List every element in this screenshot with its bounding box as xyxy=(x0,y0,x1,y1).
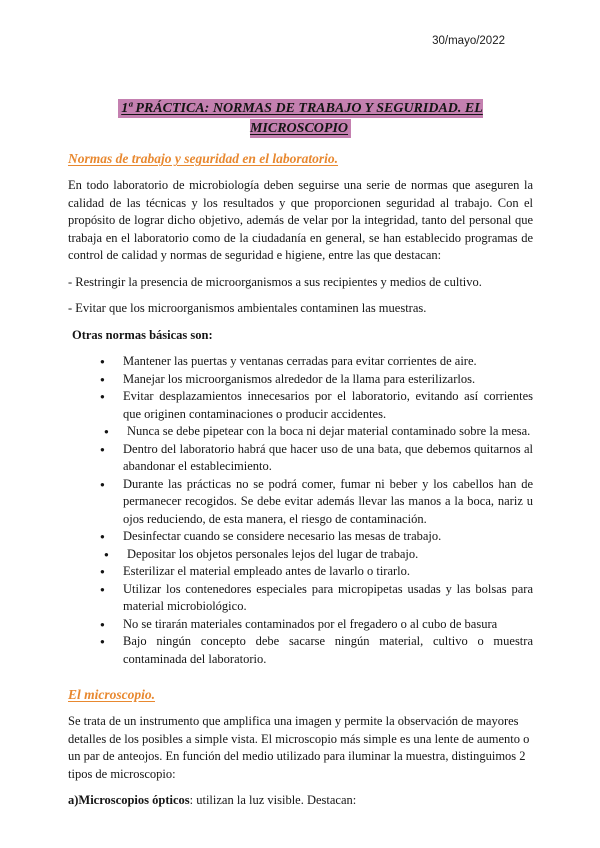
list-item: ● Nunca se debe pipetear con la boca ni dejar material contaminado sobre la mesa. xyxy=(68,423,533,441)
microscope-type-a-line xyxy=(68,792,533,810)
section1-intro-paragraph: En todo laboratorio de microbiología deben seguirse una serie de normas que aseguren la calidad de las técnicas y los resultados y que proporcionen seguridad al trabajo. Con el propósito de lograr dicho objetivo, además de velar por la integridad, tanto del personal que trabaja en el laboratorio como de la ciudadanía en general, se han establecido programas de control de calidad y normas de seguridad e higiene, entre las que destacan: xyxy=(68,178,533,262)
section2-heading: El microscopio. xyxy=(68,687,155,702)
list-item: ● Desinfectar cuando se considere necesario las mesas de trabajo. xyxy=(68,528,533,546)
microscope-type-a-text: : utilizan la luz visible. Destacan: xyxy=(189,793,357,807)
list-item: ● Depositar los objetos personales lejos del lugar de trabajo. xyxy=(68,546,533,564)
list-item: ● Dentro del laboratorio habrá que hacer uso de una bata, que debemos quitarnos al abandonar el establecimiento. xyxy=(68,441,533,476)
section1-heading: Normas de trabajo y seguridad en el laboratorio. xyxy=(68,151,339,166)
rules-list xyxy=(68,353,533,668)
document-date: 30/mayo/2022 xyxy=(432,35,505,47)
dash-item-evitar: - Evitar que los microorganismos ambientales contaminen las muestras. xyxy=(68,301,427,315)
list-item: ● Utilizar los contenedores especiales para micropipetas usadas y las bolsas para material microbiológico. xyxy=(68,581,533,616)
list-item: ● Manejar los microorganismos alrededor de la llama para esterilizarlos. xyxy=(68,371,533,389)
section2-intro-paragraph: Se trata de un instrumento que amplifica una imagen y permite la observación de mayores detalles de los posibles a simple vista. El microscopio más simple es una lente de aumento o un par de anteojos. En función del medio utilizado para iluminar la muestra, distinguimos 2 tipos de microscopio: xyxy=(68,714,530,781)
page-title xyxy=(68,99,533,139)
list-item: ● Bajo ningún concepto debe sacarse ningún material, cultivo o muestra contaminada del laboratorio. xyxy=(68,633,533,668)
list-item: ● Esterilizar el material empleado antes de lavarlo o tirarlo. xyxy=(68,563,533,581)
list-item: ● No se tirarán materiales contaminados por el fregadero o al cubo de basura xyxy=(68,616,533,634)
list-item: ● Evitar desplazamientos innecesarios por el laboratorio, evitando así corrientes que originen contaminaciones o producir accidentes. xyxy=(68,388,533,423)
page-title-highlight: 1ª PRÁCTICA: NORMAS DE TRABAJO Y SEGURIDAD. EL MICROSCOPIO xyxy=(118,99,483,138)
dash-item-restringir: - Restringir la presencia de microorganismos a sus recipientes y medios de cultivo. xyxy=(68,274,482,289)
list-item: ● Durante las prácticas no se podrá comer, fumar ni beber y los cabellos han de permanecer recogidos. Se debe evitar además llevar las manos a la boca, nariz u ojos reduciendo, de esta manera, el riesgo de contaminación. xyxy=(68,476,533,529)
list-item: ● Mantener las puertas y ventanas cerradas para evitar corrientes de aire. xyxy=(68,353,533,371)
microscope-type-a-label: a)Microscopios ópticos xyxy=(68,793,190,807)
section1-subheading: Otras normas básicas son: xyxy=(72,327,213,342)
